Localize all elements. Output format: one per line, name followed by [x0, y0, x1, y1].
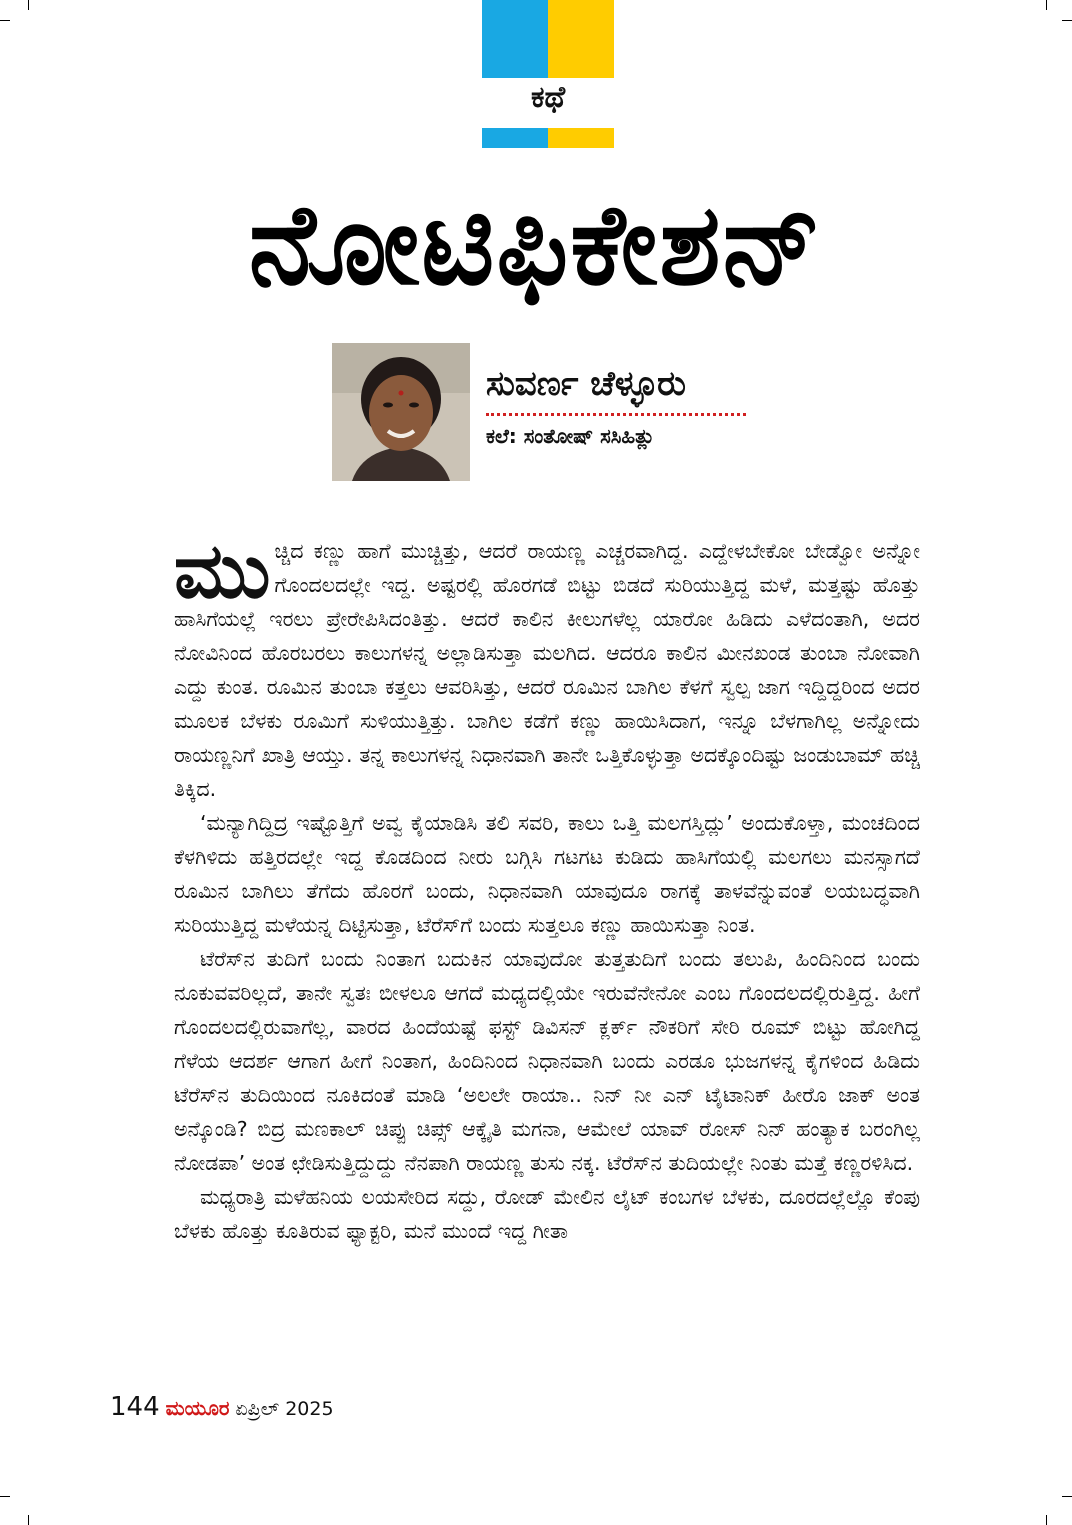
crop-mark: [0, 1496, 10, 1497]
story-title: ನೋಟಿಫಿಕೇಶನ್: [248, 180, 824, 310]
dotted-divider: [486, 413, 746, 416]
tag-bar-yellow: [548, 128, 614, 148]
page-footer: [110, 1392, 334, 1422]
crop-mark: [28, 1515, 29, 1525]
story-paragraph: ಮಧ್ಯರಾತ್ರಿ ಮಳೆಹನಿಯ ಲಯಸೇರಿದ ಸದ್ದು, ರೋಡ್ ಮೇಲಿನ ಲೈಟ್ ಕಂಬಗಳ ಬೆಳಕು, ದೂರದಲ್ಲೆಲ್ಲೊ ಕೆಂಪು ಬೆಳಕು ಹೊತ್ತು ಕೂತಿರುವ ಫ್ಯಾಕ್ಟರಿ, ಮನೆ ಮುಂದೆ ಇದ್ದ ಗೀತಾ: [174, 1185, 920, 1243]
issue-date: ಏಪ್ರಿಲ್ 2025: [235, 1398, 334, 1420]
magazine-logo: ಮಯೂರ: [165, 1396, 230, 1420]
paragraph-text: ಚ್ಚಿದ ಕಣ್ಣು ಹಾಗೆ ಮುಚ್ಚಿತ್ತು, ಆದರೆ ರಾಯಣ್ಣ ಎಚ್ಚರವಾಗಿದ್ದ. ಎದ್ದೇಳಬೇಕೋ ಬೇಡ್ವೋ ಅನ್ನೋ ಗೊಂದಲದಲ್ಲೇ ಇದ್ದ. ಅಷ್ಟರಲ್ಲಿ ಹೊರಗಡೆ ಬಿಟ್ಟು ಬಿಡದೆ ಸುರಿಯುತ್ತಿದ್ದ ಮಳೆ, ಮತ್ತಷ್ಟು ಹೊತ್ತು ಹಾಸಿಗೆಯಲ್ಲೆ ಇರಲು ಪ್ರೇರೇಪಿಸಿದಂತಿತ್ತು. ಆದರೆ ಕಾಲಿನ ಕೀಲುಗಳೆಲ್ಲ ಯಾರೋ ಹಿಡಿದು ಎಳೆದಂತಾಗಿ, ಅದರ ನೋವಿನಿಂದ ಹೊರಬರಲು ಕಾಲುಗಳನ್ನ ಅಲ್ಲಾಡಿಸುತ್ತಾ ಮಲಗಿದ. ಆದರೂ ಕಾಲಿನ ಮೀನಖಂಡ ತುಂಬಾ ನೋವಾಗಿ ಎದ್ದು ಕುಂತ. ರೂಮಿನ ತುಂಬಾ ಕತ್ತಲು ಆವರಿಸಿತ್ತು, ಆದರೆ ರೂಮಿನ ಬಾಗಿಲ ಕೆಳಗೆ ಸ್ವಲ್ಪ ಜಾಗ ಇದ್ದಿದ್ದರಿಂದ ಅದರ ಮೂಲಕ ಬೆಳಕು ರೂಮಿಗೆ ಸುಳಿಯುತ್ತಿತ್ತು. ಬಾಗಿಲ ಕಡೆಗೆ ಕಣ್ಣು ಹಾಯಿಸಿದಾಗ, ಇನ್ನೂ ಬೆಳಗಾಗಿಲ್ಲ ಅನ್ನೋದು ರಾಯಣ್ಣನಿಗೆ ಖಾತ್ರಿ ಆಯ್ತು. ತನ್ನ ಕಾಲುಗಳನ್ನ ನಿಧಾನವಾಗಿ ತಾನೇ ಒತ್ತಿಕೊಳ್ಳುತ್ತಾ ಅದಕ್ಕೊಂದಿಷ್ಟು ಜಂಡುಬಾಮ್ ಹಚ್ಚಿ ತಿಕ್ಕಿದ.: [174, 539, 920, 801]
author-name: ಸುವರ್ಣ ಚೆಳ್ಳೂರು: [486, 364, 686, 404]
author-photo: [332, 343, 470, 481]
story-body: [174, 526, 920, 1248]
crop-mark: [1062, 1496, 1072, 1497]
crop-mark: [28, 0, 29, 10]
tag-block-blue: [482, 0, 548, 78]
crop-mark: [1046, 1515, 1047, 1525]
art-credit: ಕಲೆ: ಸಂತೋಷ್ ಸಸಿಹಿತ್ಲು: [486, 424, 655, 448]
page-number: 144: [110, 1392, 160, 1422]
crop-mark: [1062, 20, 1072, 21]
crop-mark: [0, 20, 10, 21]
tag-bar-blue: [482, 128, 548, 148]
section-label: ಕಥೆ: [530, 80, 566, 115]
crop-mark: [1046, 0, 1047, 10]
story-paragraph: ‘ಮನ್ಯಾಗಿದ್ದಿದ್ರ ಇಷ್ಟೊತ್ತಿಗೆ ಅವ್ವ ಕೈಯಾಡಿಸಿ ತಲಿ ಸವರಿ, ಕಾಲು ಒತ್ತಿ ಮಲಗಸ್ತಿದ್ಲು’ ಅಂದುಕೊಳ್ತಾ, ಮಂಚದಿಂದ ಕೆಳಗಿಳಿದು ಹತ್ತಿರದಲ್ಲೇ ಇದ್ದ ಕೊಡದಿಂದ ನೀರು ಬಗ್ಗಿಸಿ ಗಟಗಟ ಕುಡಿದು ಹಾಸಿಗೆಯಲ್ಲಿ ಮಲಗಲು ಮನಸ್ಸಾಗದೆ ರೂಮಿನ ಬಾಗಿಲು ತೆಗೆದು ಹೊರಗೆ ಬಂದು, ನಿಧಾನವಾಗಿ ಯಾವುದೂ ರಾಗಕ್ಕೆ ತಾಳವೆನ್ನುವಂತೆ ಲಯಬದ್ಧವಾಗಿ ಸುರಿಯುತ್ತಿದ್ದ ಮಳೆಯನ್ನ ದಿಟ್ಟಿಸುತ್ತಾ, ಟೆರೆಸ್‌ಗೆ ಬಂದು ಸುತ್ತಲೂ ಕಣ್ಣು ಹಾಯಿಸುತ್ತಾ ನಿಂತ.: [174, 811, 920, 937]
story-paragraph: ಟೆರೆಸ್‌ನ ತುದಿಗೆ ಬಂದು ನಿಂತಾಗ ಬದುಕಿನ ಯಾವುದೋ ತುತ್ತತುದಿಗೆ ಬಂದು ತಲುಪಿ, ಹಿಂದಿನಿಂದ ಬಂದು ನೂಕುವವರಿಲ್ಲದೆ, ತಾನೇ ಸ್ವತಃ ಬೀಳಲೂ ಆಗದೆ ಮಧ್ಯದಲ್ಲಿಯೇ ಇರುವೆನೇನೋ ಎಂಬ ಗೊಂದಲದಲ್ಲಿರುತ್ತಿದ್ದ. ಹೀಗೆ ಗೊಂದಲದಲ್ಲಿರುವಾಗೆಲ್ಲ, ವಾರದ ಹಿಂದೆಯಷ್ಟೆ ಫಸ್ಟ್ ಡಿವಿಸನ್ ಕ್ಲರ್ಕ್ ನೌಕರಿಗೆ ಸೇರಿ ರೂಮ್ ಬಿಟ್ಟು ಹೋಗಿದ್ದ ಗೆಳೆಯ ಆದರ್ಶ ಆಗಾಗ ಹೀಗೆ ನಿಂತಾಗ, ಹಿಂದಿನಿಂದ ನಿಧಾನವಾಗಿ ಬಂದು ಎರಡೂ ಭುಜಗಳನ್ನ ಕೈಗಳಿಂದ ಹಿಡಿದು ಟೆರೆಸ್‌ನ ತುದಿಯಿಂದ ನೂಕಿದಂತೆ ಮಾಡಿ ‘ಅಲಲೇ ರಾಯಾ.. ನಿನ್ ನೀ ಎನ್ ಟೈಟಾನಿಕ್ ಹೀರೊ ಜಾಕ್ ಅಂತ ಅನ್ಕೊಂಡಿ? ಬಿದ್ರ ಮಣಕಾಲ್ ಚಿಪ್ಪು ಚಿಪ್ಸ್ ಆಕ್ಕೈತಿ ಮಗನಾ, ಆಮೇಲೆ ಯಾವ್ ರೋಸ್ ನಿನ್ ಹಂತ್ಯಾಕ ಬರಂಗಿಲ್ಲ ನೋಡಪಾ’ ಅಂತ ಛೇಡಿಸುತ್ತಿದ್ದುದ್ದು ನೆನಪಾಗಿ ರಾಯಣ್ಣ ತುಸು ನಕ್ಕ. ಟೆರೆಸ್‌ನ ತುದಿಯಲ್ಲೇ ನಿಂತು ಮತ್ತೆ ಕಣ್ಣರಳಿಸಿದ.: [174, 947, 920, 1175]
section-tag: [482, 0, 614, 150]
story-paragraph: [174, 526, 920, 806]
drop-cap: ಮು: [174, 526, 271, 615]
tag-block-yellow: [548, 0, 614, 78]
